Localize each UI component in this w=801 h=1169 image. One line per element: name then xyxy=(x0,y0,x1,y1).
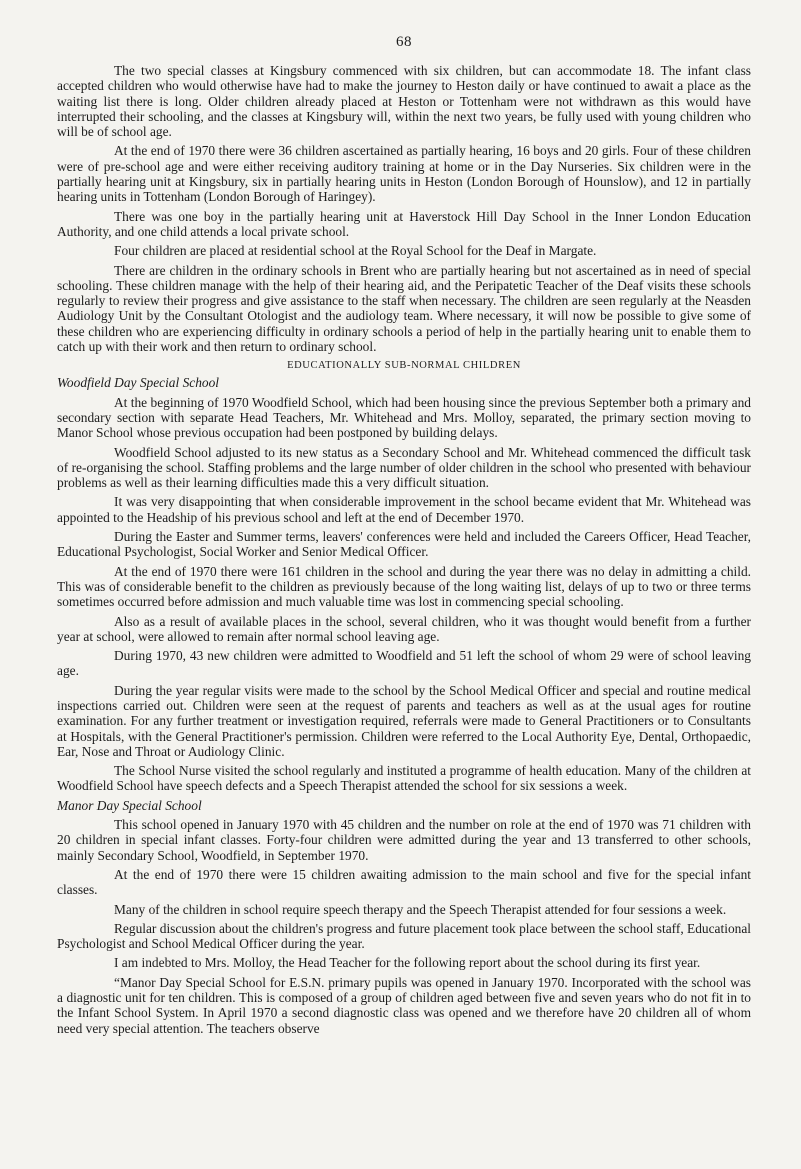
paragraph: Four children are placed at residential school at the Royal School for the Deaf in Margate. xyxy=(114,243,597,259)
manor-heading: Manor Day Special School xyxy=(57,797,202,813)
paragraph: The School Nurse visited the school regularly and instituted a programme of health education. Many of the children at Woodfield School have speech defects and a Speech Therapist attended the school for six sessions a week. xyxy=(57,763,751,794)
paragraph: During 1970, 43 new children were admitted to Woodfield and 51 left the school of whom 29 were of school leaving age. xyxy=(57,648,751,679)
paragraph: There was one boy in the partially hearing unit at Haverstock Hill Day School in the Inner London Education Authority, and one child attends a local private school. xyxy=(57,208,751,239)
paragraph: During the Easter and Summer terms, leavers' conferences were held and included the Careers Officer, Head Teacher, Educational Psychologist, Social Worker and Senior Medical Officer. xyxy=(57,529,751,560)
woodfield-section xyxy=(57,375,751,793)
page-number: 68 xyxy=(396,34,412,50)
paragraph: At the end of 1970 there were 161 children in the school and during the year there was no delay in admitting a child. This was of considerable benefit to the children as previously because of the long waiting list, delays of up to two or three terms sometimes occurred before admission and much valuable time was lost in commencing special schooling. xyxy=(57,563,751,610)
paragraph: This school opened in January 1970 with 45 children and the number on role at the end of 1970 was 71 children with 20 children in special infant classes. Forty-four children were admitted during the year and 13 transferred to other schools, mainly Secondary School, Woodfield, in September 1970. xyxy=(57,817,751,863)
paragraph: There are children in the ordinary schools in Brent who are partially hearing but not ascertained as in need of special schooling. These children manage with the help of their hearing aid, and the Peripatetic Teacher of the Deaf visits these schools regularly to review their progress and give assistance to the staff when necessary. The children are seen regularly at the Neasden Audiology Unit by the Consultant Otologist and the audiology team. Where necessary, it will now be possible to give some of these children who are experiencing difficulty in ordinary schools a period of help in the partially hearing unit to enable them to catch up with their work and then return to ordinary school. xyxy=(57,262,751,355)
hearing-section xyxy=(57,63,751,354)
paragraph: At the end of 1970 there were 15 children awaiting admission to the main school and five for the special infant classes. xyxy=(57,866,751,898)
paragraph: During the year regular visits were made to the school by the School Medical Officer and special and routine medical inspections carried out. Children were seen at the request of parents and teachers as well as at the usual ages for routine examination. For any further treatment or investigation required, referrals were made to General Practitioners or to Consultants at Hospitals, with the General Practitioner's permission. Children were referred to the Local Authority Eye, Dental, Orthopaedic, Ear, Nose and Throat or Audiology Clinic. xyxy=(57,682,751,759)
manor-section xyxy=(57,798,751,1036)
paragraph: “Manor Day Special School for E.S.N. primary pupils was opened in January 1970. Incorporated with the school was a diagnostic unit for ten children. This is composed of a group of children aged between five and seven years who do not fit in to the Infant School System. In April 1970 a second diagnostic class was opened and we therefore have 20 children all of whom need very special attention. The teachers observe xyxy=(57,974,751,1036)
paragraph: Also as a result of available places in the school, several children, who it was thought would benefit from a further year at school, were allowed to remain after normal school leaving age. xyxy=(57,613,751,644)
paragraph: It was very disappointing that when considerable improvement in the school became evident that Mr. Whitehead was appointed to the Headship of his previous school and left at the end of December 1970. xyxy=(57,494,751,525)
section-title: EDUCATIONALLY SUB-NORMAL CHILDREN xyxy=(287,360,521,372)
paragraph: Regular discussion about the children's progress and future placement took place between the school staff, Educational Psychologist and School Medical Officer during the year. xyxy=(57,920,751,952)
paragraph: The two special classes at Kingsbury commenced with six children, but can accommodate 18. The infant class accepted children who would otherwise have had to make the journey to Heston daily or have continued to await a place as the waiting list there is long. Older children already placed at Heston or Tottenham were not withdrawn as this would have interrupted their schooling, and the classes at Kingsbury will, within the next two years, be fully used with young children who will be of school age. xyxy=(57,63,751,140)
paragraph: Many of the children in school require speech therapy and the Speech Therapist attended for four sessions a week. xyxy=(114,901,727,917)
paragraph: At the end of 1970 there were 36 children ascertained as partially hearing, 16 boys and 20 girls. Four of these children were of pre-school age and were either receiving auditory training at home or in the Day Nurseries. Six children were in the partially hearing unit at Kingsbury, six in partially hearing units in Heston (London Borough of Hounslow), and 12 in partially hearing units in Tottenham (London Borough of Haringey). xyxy=(57,143,751,205)
paragraph: Woodfield School adjusted to its new status as a Secondary School and Mr. Whitehead commenced the difficult task of re-organising the school. Staffing problems and the large number of older children in the school who presented with behaviour problems as well as their learning difficulties made this a very difficult situation. xyxy=(57,444,751,491)
paragraph: I am indebted to Mrs. Molloy, the Head Teacher for the following report about the school during its first year. xyxy=(114,955,701,971)
paragraph: At the beginning of 1970 Woodfield School, which had been housing since the previous September both a primary and secondary section with separate Head Teachers, Mr. Whitehead and Mrs. Molloy, separated, the primary section moving to Manor School whose previous occupation had been postponed by building delays. xyxy=(57,394,751,441)
woodfield-heading: Woodfield Day Special School xyxy=(57,375,220,391)
